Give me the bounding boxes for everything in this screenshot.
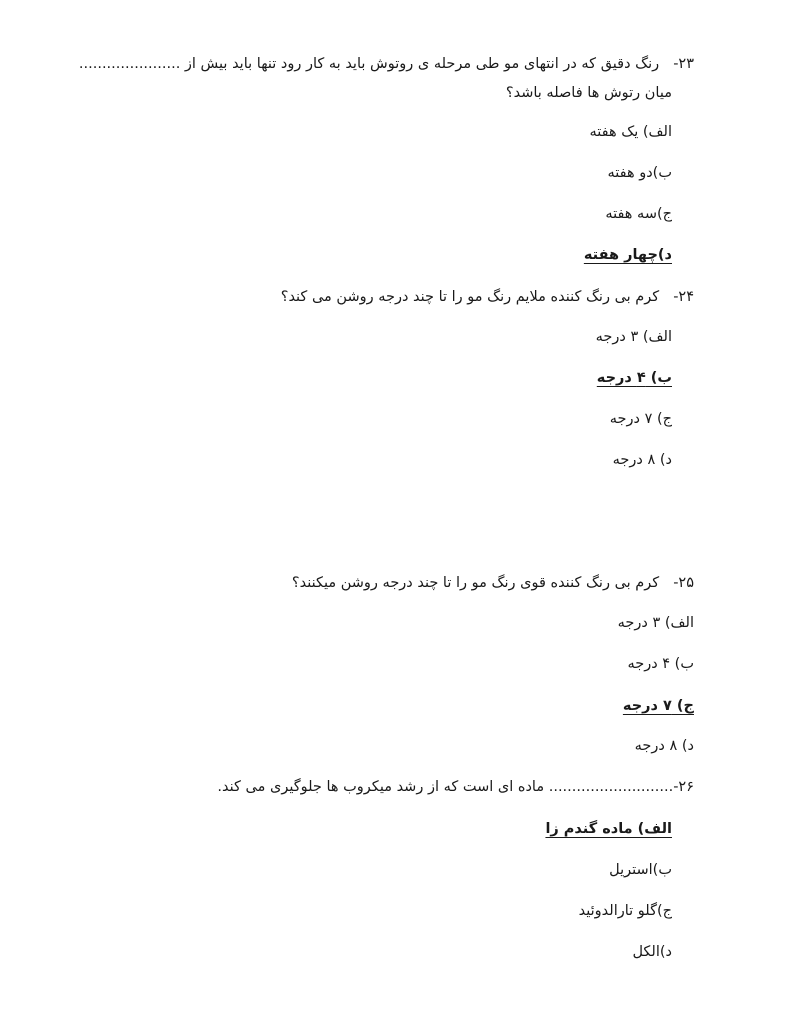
question-text: رنگ دقیق که در انتهای مو طی مرحله ی روتوش باید به کار رود تنها باید بیش از ...................... <box>78 56 660 72</box>
option-c: ج) ۷ درجه <box>609 411 672 427</box>
question-number: ۲۴- <box>673 289 694 305</box>
option-b: ب)دو هفته <box>607 165 672 181</box>
question-text: ........................... ماده ای است که از رشد میکروب ها جلوگیری می کند. <box>217 779 674 795</box>
option-d: د) ۸ درجه <box>612 452 672 468</box>
question-26 <box>217 779 694 795</box>
option-a: الف) یک هفته <box>589 124 672 140</box>
option-b-correct: ب) ۴ درجه <box>596 370 672 386</box>
question-number: ۲۵- <box>673 575 694 591</box>
option-a-correct: الف) ماده گندم زا <box>545 821 672 837</box>
question-23 <box>79 56 694 72</box>
question-text: کرم بی رنگ کننده قوی رنگ مو را تا چند درجه روشن میکنند؟ <box>291 575 660 591</box>
question-number: ۲۶- <box>673 779 694 795</box>
question-number: ۲۳- <box>673 56 694 72</box>
question-25 <box>292 575 694 591</box>
option-b: ب) ۴ درجه <box>627 656 694 672</box>
option-a: الف) ۳ درجه <box>595 329 672 345</box>
question-23-continued: میان رتوش ها فاصله باشد؟ <box>505 85 672 101</box>
option-c-correct: ج) ۷ درجه <box>622 698 694 714</box>
question-24 <box>281 289 694 305</box>
option-d: د)الکل <box>632 944 672 960</box>
option-d: د) ۸ درجه <box>634 738 694 754</box>
option-d-correct: د)چهار هفته <box>583 247 672 263</box>
option-c: ج)سه هفته <box>605 206 672 222</box>
option-a: الف) ۳ درجه <box>617 615 694 631</box>
option-c: ج)گلو تارالدوئید <box>578 903 672 919</box>
question-text: کرم بی رنگ کننده ملایم رنگ مو را تا چند درجه روشن می کند؟ <box>280 289 660 305</box>
option-b: ب)استریل <box>609 862 672 878</box>
